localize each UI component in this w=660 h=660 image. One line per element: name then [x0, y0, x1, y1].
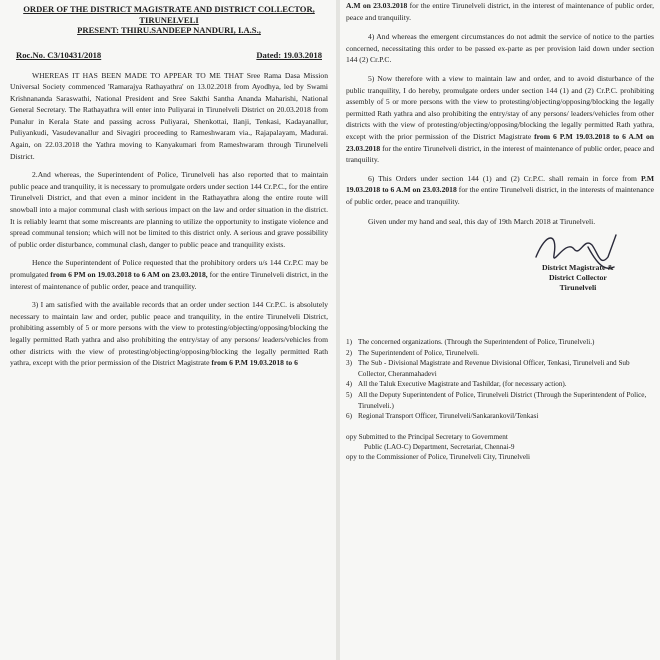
- reference-line: [10, 50, 328, 60]
- paragraph-whereas: WHEREAS IT HAS BEEN MADE TO APPEAR TO ME THAT Sree Rama Dasa Mission Universal Society commenced 'Ramarajya Rathayathra' on 13.02.2018 from Ayodhya, led by Swami Krishnananda Saraswathi, National President and Sree Sakthi Santha Ananda Maharishi, National General Secretary. The Rathayathra will enter into Puliyarai in Tirunelveli District on 20.03.2018 from Punalur in Kerala State and passing across Puliyarai, Shenkottai, Ilanji, Tenkasi, Kadayanallur, Puliyankudi, Vasudevanallur and Sivagiri proceeding to Rameshwaram via., Rajapalayam, Madurai. Again, on 22.03.2018 the Yathra moving to Kanyakumari from Rameshwaram through Tirunelveli District.: [10, 70, 328, 161]
- list-item-number: 2): [346, 348, 352, 357]
- list-item: [346, 379, 654, 390]
- list-item-text: The Superintendent of Police, Tirunelveli.: [358, 348, 479, 357]
- paragraph-5: [346, 73, 654, 166]
- list-item: [346, 411, 654, 422]
- recipient-list: [346, 337, 654, 422]
- list-item-text: All the Taluk Executive Magistrate and Tashildar, (for necessary action).: [358, 380, 567, 389]
- p5-period: from 6 P.M 19.03.2018 to 6 A.M on 23.03.2018: [346, 131, 654, 153]
- list-item-text: The Sub - Divisional Magistrate and Revenue Divisional Officer, Tenkasi, Tirunelveli and Sub Collector, Cheranmahadevi: [358, 359, 630, 378]
- copy-to-section: [346, 432, 654, 463]
- paragraph-2: 2.And whereas, the Superintendent of Police, Tirunelveli has also reported that to maintain public peace and tranquility, it is necessary to promulgate orders under section 144 Cr.P.C., for the entire Tirunelveli District, and that even a minor incident in the Rathayathra along the entire route will snowball into a major communal clash with serious impact on the law and order situation in the district. It is reliably learnt that some miscreants are planning to utilize the opportunity to instigate violence and spread communal tension; which will not be limited to this district only. A serious and grave possibility of public order disturbance, communal clash, danger to public peace and tranquility exists.: [10, 170, 328, 249]
- copy-line-1: opy Submitted to the Principal Secretary to Government: [346, 432, 508, 441]
- p3-period-end: A.M on 23.03.2018: [346, 1, 408, 10]
- list-item-text: All the Deputy Superintendent of Police, Tirunelveli District (Through the Superintendent of Police, Tirunelveli.): [358, 391, 647, 410]
- copy-line-2: Public (LAO-C) Department, Secretariat, Chennai-9: [364, 443, 515, 452]
- order-date: Dated: 19.03.2018: [256, 49, 322, 60]
- copy-line-3: opy to the Commissioner of Police, Tirunelveli City, Tirunelveli: [346, 453, 531, 462]
- p6-text: 6) This Orders under section 144 (1) and (2) Cr.P.C. shall remain in force from: [368, 173, 641, 183]
- p5-text: 5) Now therefore with a view to maintain law and order, and to avoid disturbance of the public tranquility, I do hereby, promulgate orders under section 144 (1) and (2) Cr.P.C. prohibiting assembly of 5 or more persons with the view to protesting/objecting/opposing/blocking the legally permitted Rath yathra and also prohibiting the entry/stay of any persons/ leaders/vehicles from other districts with the view of protesting/objecting/opposing/blocking the legally permitted Rath yathra, except with the prior permission of the District Magistrate: [346, 73, 654, 141]
- signatory-line-2: District Collector: [549, 273, 607, 283]
- list-item-text: Regional Transport Officer, Tirunelveli/Sankarankovil/Tenkasi: [358, 412, 539, 421]
- district-heading: TIRUNELVELI: [139, 14, 199, 25]
- paragraph-4: 4) And whereas the emergent circumstances do not admit the service of notice to the parties concerned, necessitating this order to be passed ex-parte as per provision laid down under section 144 (2) Cr.P.C.: [346, 32, 654, 65]
- signatory-designation: [542, 263, 614, 293]
- paragraph-hence: [10, 257, 328, 292]
- present-heading: PRESENT: THIRU.SANDEEP NANDURI, I.A.S.,: [77, 25, 261, 35]
- signatory-line-1: District Magistrate &: [542, 263, 614, 273]
- list-item-number: 3): [346, 359, 352, 368]
- given-under-hand: Given under my hand and seal, this day of 19th March 2018 at Tirunelveli.: [368, 216, 596, 226]
- list-item: [346, 390, 654, 411]
- list-item-number: 4): [346, 380, 352, 389]
- hence-text: Hence the Superintendent of Police requested that the prohibitory orders u/s 144 Cr.P.C may be promulgated: [10, 258, 328, 279]
- p6-period: P.M 19.03.2018 to 6 A.M on 23.03.2018: [346, 173, 654, 195]
- paragraph-3: [10, 299, 328, 369]
- list-item-number: 6): [346, 412, 352, 421]
- list-item-text: The concerned organizations. (Through the Superintendent of Police, Tirunelveli.): [358, 338, 595, 347]
- list-item: [346, 358, 654, 379]
- list-item-number: 5): [346, 391, 352, 400]
- p3-text: 3) I am satisfied with the available records that an order under section 144 Cr.P.C. is absolutely necessary to maintain law and order, public peace and tranquility, in the entire Tirunelveli District, prohibiting assembly of 5 or more persons with the view to protesting/objecting/opposing/blocking the legally permitted Rath yathra and also prohibiting the entry/stay of any persons/ leaders/vehicles from other districts with the view of protesting/objecting/opposing/blocking the legally permitted Rath yathra, except with the prior permission of the District Magistrate: [10, 300, 328, 368]
- p3-text-end: for the entire Tirunelveli district, in the interest of maintenance of public order, peace and tranquility.: [346, 1, 654, 22]
- list-item: [346, 348, 654, 359]
- p3-period: from 6 P.M 19.03.2018 to 6: [211, 358, 298, 368]
- list-item-number: 1): [346, 338, 352, 347]
- right-page: [340, 0, 660, 660]
- p5-text-end: for the entire Tirunelveli district, in the interest of maintenance of public order, peace and tranquility.: [346, 143, 654, 165]
- hence-text-end: for the entire Tirunelveli district, in the interest of maintenance of public order, peace and tranquility.: [10, 270, 328, 291]
- list-item: [346, 337, 654, 348]
- hence-period: from 6 PM on 19.03.2018 to 6 AM on 23.03.2018,: [50, 270, 208, 279]
- signature-block: [346, 227, 654, 313]
- p6-text-end: for the entire Tirunelveli district, in the interests of maintenance of public order, peace and tranquility.: [346, 185, 654, 206]
- reference-number: Roc.No. C3/10431/2018: [16, 49, 102, 60]
- signatory-line-3: Tirunelveli: [559, 283, 597, 293]
- paragraph-6: [346, 173, 654, 208]
- paragraph-3-continued: [346, 0, 654, 23]
- order-heading: ORDER OF THE DISTRICT MAGISTRATE AND DISTRICT COLLECTOR,: [23, 4, 315, 14]
